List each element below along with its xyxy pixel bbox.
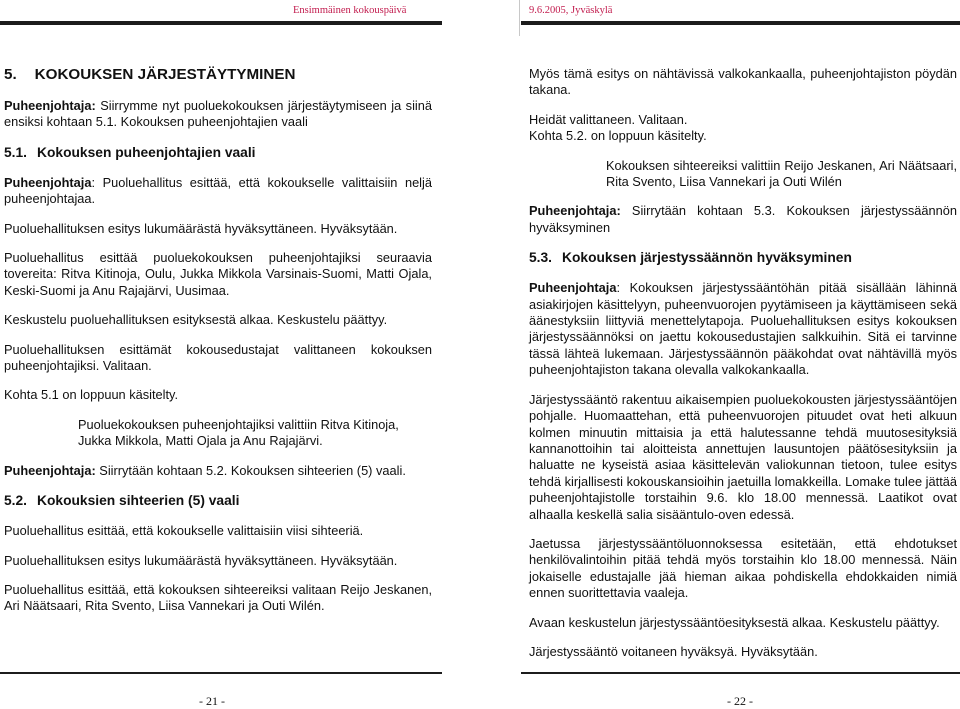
paragraph-line: Heidät valittaneen. Valitaan. [529,111,688,127]
page-gutter-line [519,0,520,36]
paragraph: Puoluehallituksen esitys lukumäärästä hyväksyttäneen. Hyväksytään. [4,220,398,236]
paragraph-line: Kohta 5.2. on loppuun käsitelty. [529,128,707,144]
paragraph [529,280,957,378]
paragraph [4,463,432,479]
paragraph [4,175,432,208]
page-number-right: - 22 - [727,694,753,708]
paragraph: Myös tämä esitys on nähtävissä valkokankaalla, puheenjohtajiston pöydän takana. [529,66,957,98]
paragraph: Järjestyssääntö voitaneen hyväksyä. Hyväksytään. [529,643,818,659]
section-number: 5.3. [529,250,553,266]
speaker-label: Puheenjohtaja [529,280,617,296]
paragraph: Puoluehallituksen esitys lukumäärästä hyväksyttäneen. Hyväksytään. [4,552,398,568]
running-header-right: 9.6.2005, Jyväskylä [529,5,613,16]
paragraph-text: : Puoluehallitus esittää, että kokoukselle valittaisiin neljä puheenjohtajaa. [4,174,432,207]
paragraph-text: : Kokouksen järjestyssääntöhän pitää sisällään lähinnä asiakirjojen käsittelyyn, puheenvuorojen pyytämiseen ja käyttämiseen sekä äänestyksiin liittyviä menettelytapoja. Puoluehallituksen esitys kokouksen järjestyssäännöksi on jaettu kokousedustajien salkkuihin. Sitä ei tarvinne tässä lähteä lukemaan. Järjestyssäännön pääkohdat ovat nähtävillä myös puheenjohtajiston takana olevalla valkokankaalla. [529,280,957,378]
right-page-column [529,66,957,673]
section-title: KOKOUKSEN JÄRJESTÄYTYMINEN [34,66,296,83]
paragraph: Avaan keskustelun järjestyssääntöesityksestä alkaa. Keskustelu päättyy. [529,614,940,630]
footer-rule-right [521,672,960,674]
paragraph-text: Siirrymme nyt puoluekokouksen järjestäytymiseen ja siinä ensiksi kohtaan 5.1. Kokouksen puheenjohtajien vaali [4,98,432,130]
page-number-left: - 21 - [199,694,225,708]
paragraph: Järjestyssääntö rakentuu aikaisempien puoluekokousten järjestyssääntöjen pohjalle. Huomaattehan, että puheenvuorojen pituudet ovat heti alkuun kolmen minuutin mittaisia ja että halutessanne tehdä muutosesityksiä kannanottoihin tai aloitteista annettujen lausuntojen päätösesityksiin ja haluatte ne kyseistä asiaa käsittelevän valiokunnan tietoon, tulee esitys tehdä kirjallisesti kokouskansioihin jaetuilla lomakkeilla. Lomake tulee jättää puheenjohtajistolle torstaihin 9.6. klo 18.00 mennessä. Laatikot ovat alhaalla keskellä salia sisääntulo-oven edessä. [529,391,957,522]
section-heading-5 [4,66,432,84]
indented-paragraph: Kokouksen sihteereiksi valittiin Reijo Jeskanen, Ari Näätsaari, Rita Svento, Liisa Vannekari ja Outi Wilén [606,157,957,190]
running-header-left: Ensimmäinen kokouspäivä [293,5,407,16]
speaker-label: Puheenjohtaja: [4,98,96,113]
speaker-label: Puheenjohtaja: [529,203,621,219]
section-number: 5.1. [4,144,28,160]
header-rule-right [521,21,960,25]
paragraph: Jaetussa järjestyssääntöluonnoksessa esitetään, että ehdotukset henkilövalintoihin pitää tehdä myös torstaihin klo 18.00 mennessä. Näin jokaiselle edustajalle jää hieman aikaa pohdiskella ehdokkaiden nimiä ennen suorittettavia vaaleja. [529,535,957,601]
paragraph: Puoluehallitus esittää, että kokouksen sihteereiksi valitaan Reijo Jeskanen, Ari Näätsaari, Rita Svento, Liisa Vannekari ja Outi Wilén. [4,581,432,614]
paragraph [4,98,432,131]
section-heading-5-1 [4,144,432,161]
speaker-label: Puheenjohtaja: [4,462,96,478]
paragraph: Kohta 5.1 on loppuun käsitelty. [4,387,179,403]
section-title: Kokouksen järjestyssäännön hyväksyminen [562,250,852,266]
header-rule-left [0,21,442,25]
section-title: Kokouksien sihteerien (5) vaali [37,493,240,509]
left-page-column [4,66,432,628]
paragraph-text: Siirrytään kohtaan 5.2. Kokouksen sihteerien (5) vaali. [95,462,406,478]
indented-paragraph: Puoluekokouksen puheenjohtajiksi valittiin Ritva Kitinoja, Jukka Mikkola, Matti Ojala ja Anu Rajajärvi. [78,416,399,449]
paragraph-text: Siirrytään kohtaan 5.3. Kokouksen järjestyssäännön hyväksyminen [529,203,957,235]
section-title: Kokouksen puheenjohtajien vaali [37,144,256,160]
paragraph: Puoluehallituksen esittämät kokousedustajat valittaneen kokouksen puheenjohtajiksi. Valitaan. [4,341,432,374]
section-heading-5-3 [529,249,957,266]
footer-rule-left [0,672,442,674]
paragraph: Puoluehallitus esittää, että kokoukselle valittaisiin viisi sihteeriä. [4,523,364,539]
paragraph: Puoluehallitus esittää puoluekokouksen puheenjohtajiksi seuraavia tovereita: Ritva Kitinoja, Oulu, Jukka Mikkola Varsinais-Suomi, Matti Ojala, Keski-Suomi ja Anu Rajajärvi, Uusimaa. [4,250,432,298]
paragraph: Keskustelu puoluehallituksen esityksestä alkaa. Keskustelu päättyy. [4,312,388,328]
paragraph [529,112,957,145]
speaker-label: Puheenjohtaja [4,174,92,190]
section-number: 5. [4,66,17,83]
paragraph [529,203,957,236]
section-heading-5-2 [4,492,432,509]
section-number: 5.2. [4,493,28,509]
